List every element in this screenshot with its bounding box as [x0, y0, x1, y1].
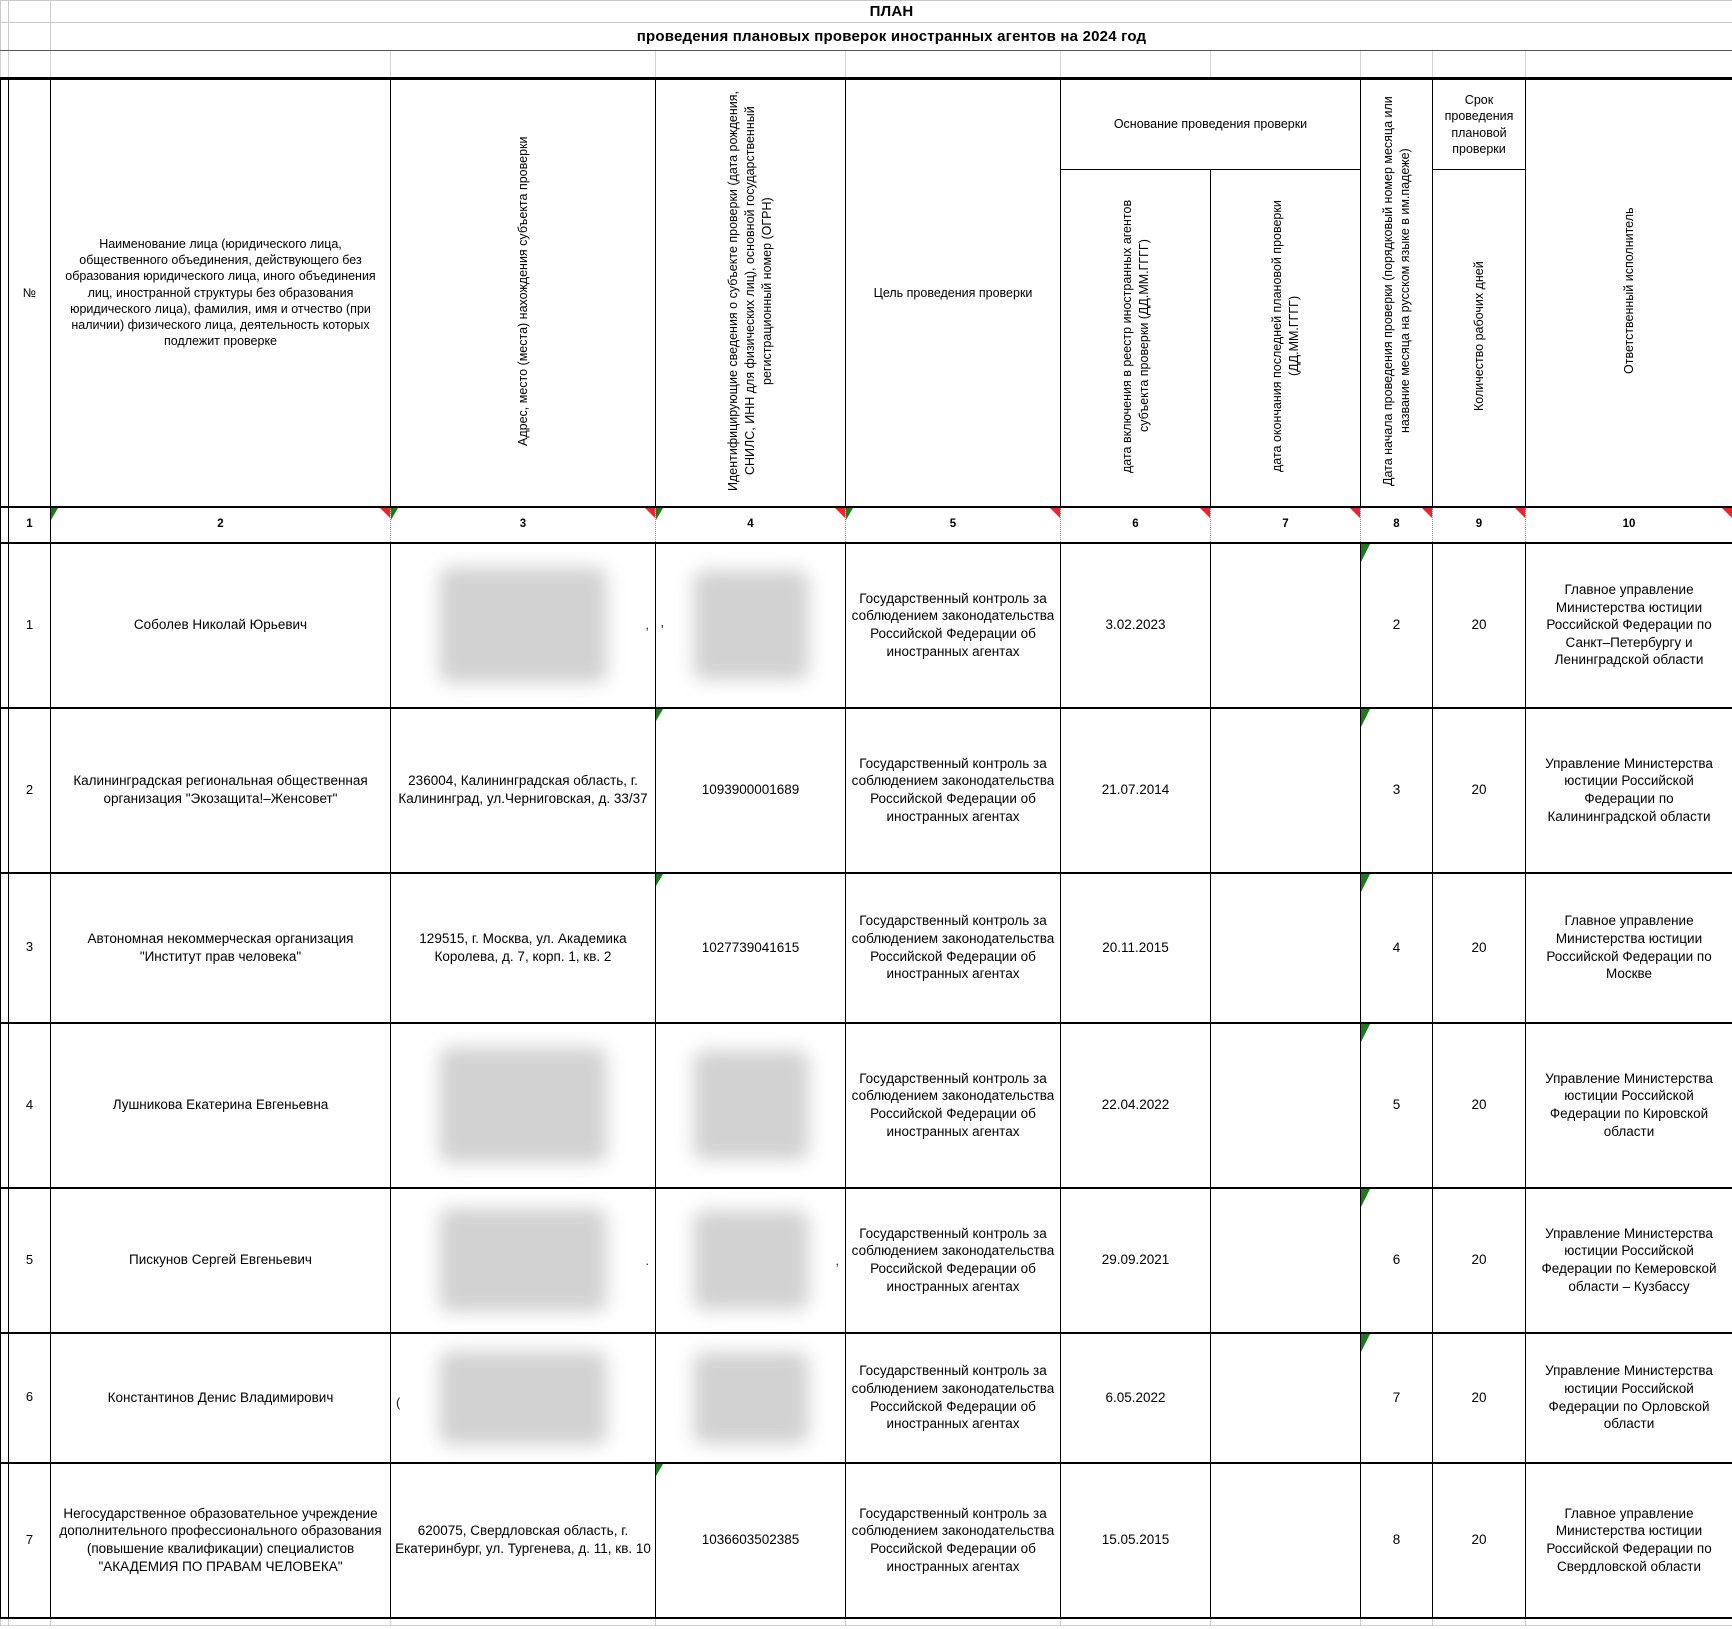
- name-cell: Лушникова Екатерина Евгеньевна: [51, 1023, 391, 1188]
- last-check-cell: [1211, 1188, 1361, 1333]
- row-number-cell: 6: [9, 1333, 51, 1463]
- row-number-cell: 3: [9, 873, 51, 1023]
- error-marker-icon: [656, 874, 663, 886]
- ogrn-cell: 1036603502385: [656, 1463, 846, 1618]
- colnum-5: 5: [846, 507, 1061, 543]
- included-date-cell: 6.05.2022: [1061, 1333, 1211, 1463]
- working-days-cell: 20: [1433, 543, 1526, 708]
- purpose-cell: Государственный контроль за соблюдением законодательства Российской Федерации об иностранных агентах: [846, 1023, 1061, 1188]
- address-cell: [391, 1023, 656, 1188]
- error-marker-icon: [391, 508, 398, 520]
- row-number-cell: 7: [9, 1463, 51, 1618]
- address-cell: 236004, Калининградская область, г. Калининград, ул.Черниговская, д. 33/37: [391, 708, 656, 873]
- address-cell: (: [391, 1333, 656, 1463]
- address-cell: .: [391, 1188, 656, 1333]
- responsible-cell: Управление Министерства юстиции Российской Федерации по Кемеровской области – Кузбассу: [1526, 1188, 1732, 1333]
- col-header-num: №: [9, 79, 51, 507]
- subtitle-row: [1, 23, 1732, 51]
- error-marker-icon: [1361, 874, 1370, 892]
- working-days-cell: 20: [1433, 1188, 1526, 1333]
- col-header-address: Адрес, место (места) нахождения субъекта проверки: [391, 79, 656, 507]
- comment-marker-icon: [380, 508, 390, 518]
- colnum-7: 7: [1211, 507, 1361, 543]
- included-date-cell: 21.07.2014: [1061, 708, 1211, 873]
- last-check-cell: [1211, 1023, 1361, 1188]
- colnum-2: 2: [51, 507, 391, 543]
- column-number-row: [1, 507, 1732, 543]
- name-cell: Негосударственное образовательное учреждение дополнительного профессионального образования (повышение квалификации) специалистов "АКАДЕМИЯ ПО ПРАВАМ ЧЕЛОВЕКА": [51, 1463, 391, 1618]
- purpose-cell: Государственный контроль за соблюдением законодательства Российской Федерации об иностранных агентах: [846, 543, 1061, 708]
- col-header-purpose: Цель проведения проверки: [846, 79, 1061, 507]
- start-month-cell: 8: [1361, 1463, 1433, 1618]
- responsible-cell: Управление Министерства юстиции Российской Федерации по Орловской области: [1526, 1333, 1732, 1463]
- comment-marker-icon: [1350, 508, 1360, 518]
- ogrn-cell: [656, 1023, 846, 1188]
- error-marker-icon: [846, 508, 853, 520]
- redaction-blur: [439, 1351, 607, 1445]
- working-days-cell: 20: [1433, 708, 1526, 873]
- purpose-cell: Государственный контроль за соблюдением законодательства Российской Федерации об иностранных агентах: [846, 873, 1061, 1023]
- title-row: [1, 1, 1732, 23]
- comment-marker-icon: [1200, 508, 1210, 518]
- name-cell: Пискунов Сергей Евгеньевич: [51, 1188, 391, 1333]
- row-number-cell: 5: [9, 1188, 51, 1333]
- error-marker-icon: [656, 1464, 663, 1476]
- error-marker-icon: [51, 508, 58, 520]
- comment-marker-icon: [1422, 508, 1432, 518]
- responsible-cell: Управление Министерства юстиции Российской Федерации по Калининградской области: [1526, 708, 1732, 873]
- table-row: [1, 708, 1732, 873]
- row-number-cell: 4: [9, 1023, 51, 1188]
- comment-marker-icon: [1050, 508, 1060, 518]
- error-marker-icon: [1361, 1024, 1370, 1042]
- colnum-3: 3: [391, 507, 656, 543]
- responsible-cell: Главное управление Министерства юстиции Российской Федерации по Свердловской области: [1526, 1463, 1732, 1618]
- name-cell: Константинов Денис Владимирович: [51, 1333, 391, 1463]
- ogrn-cell: ,: [656, 1188, 846, 1333]
- name-cell: Автономная некоммерческая организация "Институт прав человека": [51, 873, 391, 1023]
- col-header-start-date: Дата начала проведения проверки (порядковый номер месяца или название месяца на русском языке в им.падеже): [1361, 79, 1433, 507]
- col-header-basis-group: Основание проведения проверки: [1061, 79, 1361, 170]
- row-number-cell: 2: [9, 708, 51, 873]
- purpose-cell: Государственный контроль за соблюдением законодательства Российской Федерации об иностранных агентах: [846, 1188, 1061, 1333]
- start-month-cell: 7: [1361, 1333, 1433, 1463]
- name-cell: Калининградская региональная общественная организация "Экозащита!–Женсовет": [51, 708, 391, 873]
- error-marker-icon: [1361, 709, 1370, 727]
- colnum-4: 4: [656, 507, 846, 543]
- ogrn-cell: [656, 1333, 846, 1463]
- error-marker-icon: [1361, 1334, 1370, 1352]
- responsible-cell: Управление Министерства юстиции Российской Федерации по Кировской области: [1526, 1023, 1732, 1188]
- last-check-cell: [1211, 1333, 1361, 1463]
- page-title: ПЛАН: [51, 1, 1732, 23]
- included-date-cell: 3.02.2023: [1061, 543, 1211, 708]
- address-cell: ,: [391, 543, 656, 708]
- colnum-6: 6: [1061, 507, 1211, 543]
- error-marker-icon: [656, 709, 663, 721]
- redaction-blur: [439, 1047, 607, 1163]
- included-date-cell: 22.04.2022: [1061, 1023, 1211, 1188]
- row-number-cell: 1: [9, 543, 51, 708]
- working-days-cell: 20: [1433, 1463, 1526, 1618]
- included-date-cell: 15.05.2015: [1061, 1463, 1211, 1618]
- working-days-cell: 20: [1433, 1023, 1526, 1188]
- start-month-cell: 4: [1361, 873, 1433, 1023]
- last-check-cell: [1211, 708, 1361, 873]
- comment-marker-icon: [1722, 508, 1732, 518]
- col-header-last-check: дата окончания последней плановой проверки (ДД.ММ.ГГГГ): [1211, 170, 1361, 507]
- table-row: [1, 873, 1732, 1023]
- error-marker-icon: [656, 508, 663, 520]
- bottom-strip-row: [1, 1618, 1732, 1626]
- col-header-term-group: Срок проведения плановой проверки: [1433, 79, 1526, 170]
- last-check-cell: [1211, 873, 1361, 1023]
- address-cell: 620075, Свердловская область, г. Екатеринбург, ул. Тургенева, д. 11, кв. 10: [391, 1463, 656, 1618]
- table-row: [1, 543, 1732, 708]
- start-month-cell: 6: [1361, 1188, 1433, 1333]
- purpose-cell: Государственный контроль за соблюдением законодательства Российской Федерации об иностранных агентах: [846, 1463, 1061, 1618]
- purpose-cell: Государственный контроль за соблюдением законодательства Российской Федерации об иностранных агентах: [846, 708, 1061, 873]
- working-days-cell: 20: [1433, 873, 1526, 1023]
- table-row: [1, 1463, 1732, 1618]
- col-header-responsible: Ответственный исполнитель: [1526, 79, 1732, 507]
- col-header-name: Наименование лица (юридического лица, общественного объединения, действующего без образования юридического лица, иного объединения лиц, иностранной структуры без образования юридического лица), фамилия, имя и отчество (при наличии) физического лица, деятельность которых подлежит проверке: [51, 79, 391, 507]
- start-month-cell: 2: [1361, 543, 1433, 708]
- colnum-8: 8: [1361, 507, 1433, 543]
- col-header-included-date: дата включения в реестр иностранных агентов субъекта проверки (ДД.ММ.ГГГГ): [1061, 170, 1211, 507]
- redaction-blur: [693, 1050, 809, 1160]
- redaction-blur: [693, 570, 809, 680]
- working-days-cell: 20: [1433, 1333, 1526, 1463]
- ogrn-cell: ': [656, 543, 846, 708]
- error-marker-icon: [1361, 544, 1370, 562]
- responsible-cell: Главное управление Министерства юстиции Российской Федерации по Москве: [1526, 873, 1732, 1023]
- col-header-working-days: Количество рабочих дней: [1433, 170, 1526, 507]
- purpose-cell: Государственный контроль за соблюдением законодательства Российской Федерации об иностранных агентах: [846, 1333, 1061, 1463]
- table-row: [1, 1023, 1732, 1188]
- colnum-9: 9: [1433, 507, 1526, 543]
- col-header-ident: Идентифицирующие сведения о субъекте проверки (дата рождения, СНИЛС, ИНН для физических лиц), основной государственный регистрационный номер (ОГРН): [656, 79, 846, 507]
- header-row-top: [1, 79, 1732, 170]
- ogrn-cell: 1027739041615: [656, 873, 846, 1023]
- name-cell: Соболев Николай Юрьевич: [51, 543, 391, 708]
- ogrn-cell: 1093900001689: [656, 708, 846, 873]
- colnum-1: 1: [9, 507, 51, 543]
- start-month-cell: 3: [1361, 708, 1433, 873]
- comment-marker-icon: [835, 508, 845, 518]
- responsible-cell: Главное управление Министерства юстиции Российской Федерации по Санкт–Петербургу и Ленинградской области: [1526, 543, 1732, 708]
- error-marker-icon: [1361, 1189, 1370, 1207]
- redaction-blur: [693, 1352, 809, 1444]
- redaction-blur: [439, 1208, 607, 1312]
- comment-marker-icon: [1515, 508, 1525, 518]
- last-check-cell: [1211, 543, 1361, 708]
- included-date-cell: 20.11.2015: [1061, 873, 1211, 1023]
- spacer-row: [1, 51, 1732, 79]
- address-cell: 129515, г. Москва, ул. Академика Королева, д. 7, корп. 1, кв. 2: [391, 873, 656, 1023]
- start-month-cell: 5: [1361, 1023, 1433, 1188]
- comment-marker-icon: [645, 508, 655, 518]
- redaction-blur: [439, 567, 607, 683]
- table-row: [1, 1188, 1732, 1333]
- redaction-blur: [693, 1210, 809, 1310]
- included-date-cell: 29.09.2021: [1061, 1188, 1211, 1333]
- table-row: [1, 1333, 1732, 1463]
- last-check-cell: [1211, 1463, 1361, 1618]
- page-subtitle: проведения плановых проверок иностранных агентов на 2024 год: [51, 23, 1732, 51]
- colnum-10: 10: [1526, 507, 1732, 543]
